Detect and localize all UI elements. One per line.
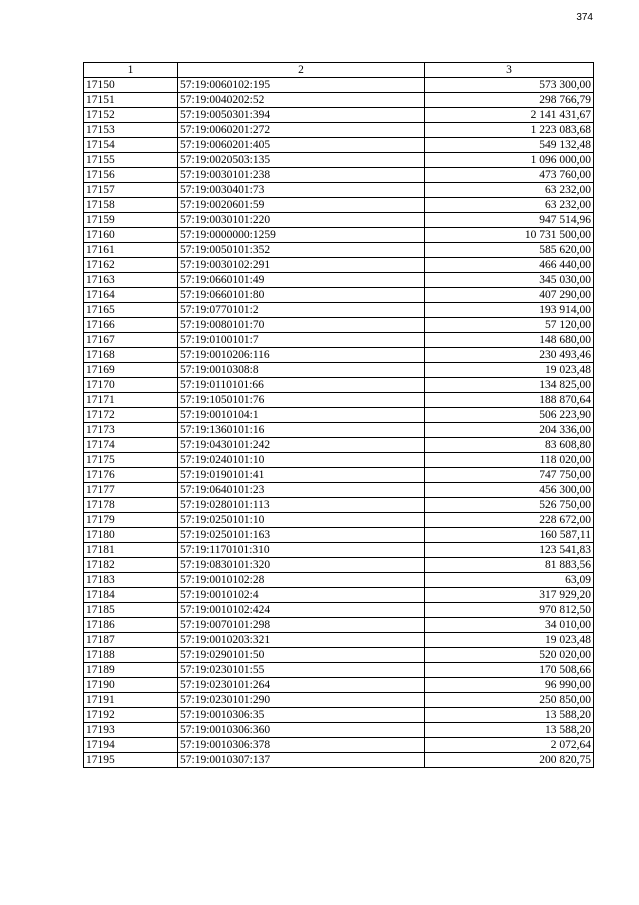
cadastral-value: 200 820,75	[425, 753, 594, 768]
cadastral-number: 57:19:0050301:394	[178, 108, 425, 123]
row-number: 17161	[84, 243, 178, 258]
cadastral-value: 473 760,00	[425, 168, 594, 183]
cadastral-number: 57:19:0430101:242	[178, 438, 425, 453]
row-number: 17157	[84, 183, 178, 198]
table-row	[84, 588, 594, 603]
cadastral-value: 63 232,00	[425, 183, 594, 198]
table-row	[84, 633, 594, 648]
cadastral-value: 549 132,48	[425, 138, 594, 153]
cadastral-number: 57:19:0100101:7	[178, 333, 425, 348]
row-number: 17174	[84, 438, 178, 453]
table-header-row	[84, 63, 594, 78]
cadastral-number: 57:19:0010104:1	[178, 408, 425, 423]
table-row	[84, 243, 594, 258]
cadastral-value: 345 030,00	[425, 273, 594, 288]
cadastral-value: 228 672,00	[425, 513, 594, 528]
table-row	[84, 303, 594, 318]
row-number: 17179	[84, 513, 178, 528]
cadastral-value: 1 096 000,00	[425, 153, 594, 168]
cadastral-value: 520 020,00	[425, 648, 594, 663]
cadastral-value: 57 120,00	[425, 318, 594, 333]
cadastral-number: 57:19:0010102:28	[178, 573, 425, 588]
cadastral-value: 2 072,64	[425, 738, 594, 753]
cadastral-number: 57:19:0010306:35	[178, 708, 425, 723]
cadastral-number: 57:19:0060102:195	[178, 78, 425, 93]
row-number: 17172	[84, 408, 178, 423]
row-number: 17153	[84, 123, 178, 138]
table-row	[84, 423, 594, 438]
row-number: 17170	[84, 378, 178, 393]
cadastral-value: 83 608,80	[425, 438, 594, 453]
table-row	[84, 393, 594, 408]
row-number: 17155	[84, 153, 178, 168]
column-header-3: 3	[425, 63, 594, 78]
table-row	[84, 153, 594, 168]
row-number: 17152	[84, 108, 178, 123]
cadastral-number: 57:19:0660101:49	[178, 273, 425, 288]
cadastral-number: 57:19:0280101:113	[178, 498, 425, 513]
cadastral-value: 170 508,66	[425, 663, 594, 678]
row-number: 17165	[84, 303, 178, 318]
cadastral-number: 57:19:1360101:16	[178, 423, 425, 438]
cadastral-value: 13 588,20	[425, 708, 594, 723]
cadastral-number: 57:19:0640101:23	[178, 483, 425, 498]
cadastral-value: 747 750,00	[425, 468, 594, 483]
cadastral-number: 57:19:0240101:10	[178, 453, 425, 468]
cadastral-number: 57:19:0660101:80	[178, 288, 425, 303]
row-number: 17191	[84, 693, 178, 708]
table-row	[84, 168, 594, 183]
cadastral-number: 57:19:0030102:291	[178, 258, 425, 273]
cadastral-number: 57:19:0010307:137	[178, 753, 425, 768]
cadastral-number: 57:19:0020601:59	[178, 198, 425, 213]
table-row	[84, 333, 594, 348]
cadastral-number: 57:19:0080101:70	[178, 318, 425, 333]
table-row	[84, 273, 594, 288]
table-row	[84, 738, 594, 753]
row-number: 17168	[84, 348, 178, 363]
row-number: 17159	[84, 213, 178, 228]
cadastral-number: 57:19:0250101:10	[178, 513, 425, 528]
cadastral-value: 317 929,20	[425, 588, 594, 603]
cadastral-value: 1 223 083,68	[425, 123, 594, 138]
row-number: 17185	[84, 603, 178, 618]
table-row	[84, 213, 594, 228]
row-number: 17194	[84, 738, 178, 753]
cadastral-number: 57:19:0030101:238	[178, 168, 425, 183]
row-number: 17182	[84, 558, 178, 573]
cadastral-number: 57:19:0770101:2	[178, 303, 425, 318]
cadastral-value: 407 290,00	[425, 288, 594, 303]
row-number: 17195	[84, 753, 178, 768]
cadastral-number: 57:19:0010102:424	[178, 603, 425, 618]
column-header-1: 1	[84, 63, 178, 78]
cadastral-number: 57:19:0230101:55	[178, 663, 425, 678]
table-row	[84, 708, 594, 723]
table-row	[84, 528, 594, 543]
cadastral-value: 298 766,79	[425, 93, 594, 108]
cadastral-value: 34 010,00	[425, 618, 594, 633]
row-number: 17166	[84, 318, 178, 333]
table-row	[84, 648, 594, 663]
cadastral-number: 57:19:0290101:50	[178, 648, 425, 663]
row-number: 17183	[84, 573, 178, 588]
row-number: 17150	[84, 78, 178, 93]
row-number: 17164	[84, 288, 178, 303]
row-number: 17187	[84, 633, 178, 648]
table-row	[84, 93, 594, 108]
table-row	[84, 453, 594, 468]
cadastral-number: 57:19:0030401:73	[178, 183, 425, 198]
row-number: 17167	[84, 333, 178, 348]
table-row	[84, 468, 594, 483]
table-row	[84, 318, 594, 333]
table-row	[84, 258, 594, 273]
table-row	[84, 183, 594, 198]
cadastral-value: 118 020,00	[425, 453, 594, 468]
table-row	[84, 678, 594, 693]
cadastral-value: 506 223,90	[425, 408, 594, 423]
table-row	[84, 513, 594, 528]
row-number: 17177	[84, 483, 178, 498]
row-number: 17188	[84, 648, 178, 663]
column-header-2: 2	[178, 63, 425, 78]
cadastral-number: 57:19:0110101:66	[178, 378, 425, 393]
row-number: 17190	[84, 678, 178, 693]
cadastral-value: 573 300,00	[425, 78, 594, 93]
row-number: 17181	[84, 543, 178, 558]
cadastral-value: 204 336,00	[425, 423, 594, 438]
table-row	[84, 543, 594, 558]
row-number: 17180	[84, 528, 178, 543]
row-number: 17163	[84, 273, 178, 288]
cadastral-number: 57:19:0060201:272	[178, 123, 425, 138]
cadastral-value: 456 300,00	[425, 483, 594, 498]
cadastral-number: 57:19:0830101:320	[178, 558, 425, 573]
table-row	[84, 483, 594, 498]
row-number: 17184	[84, 588, 178, 603]
cadastral-value: 10 731 500,00	[425, 228, 594, 243]
table-row	[84, 693, 594, 708]
cadastral-number: 57:19:0010206:116	[178, 348, 425, 363]
row-number: 17178	[84, 498, 178, 513]
cadastral-number: 57:19:0230101:264	[178, 678, 425, 693]
row-number: 17192	[84, 708, 178, 723]
cadastral-value: 134 825,00	[425, 378, 594, 393]
table-row	[84, 753, 594, 768]
row-number: 17173	[84, 423, 178, 438]
cadastral-number: 57:19:0000000:1259	[178, 228, 425, 243]
cadastral-value: 148 680,00	[425, 333, 594, 348]
cadastral-value: 13 588,20	[425, 723, 594, 738]
row-number: 17151	[84, 93, 178, 108]
cadastral-value: 970 812,50	[425, 603, 594, 618]
table-row	[84, 78, 594, 93]
cadastral-number: 57:19:0040202:52	[178, 93, 425, 108]
table-row	[84, 288, 594, 303]
row-number: 17175	[84, 453, 178, 468]
cadastral-number: 57:19:0010102:4	[178, 588, 425, 603]
table-row	[84, 618, 594, 633]
table-row	[84, 138, 594, 153]
row-number: 17156	[84, 168, 178, 183]
page-number: 374	[576, 12, 593, 23]
cadastral-value: 63 232,00	[425, 198, 594, 213]
cadastral-value: 585 620,00	[425, 243, 594, 258]
cadastral-value: 947 514,96	[425, 213, 594, 228]
row-number: 17171	[84, 393, 178, 408]
cadastral-number: 57:19:0190101:41	[178, 468, 425, 483]
cadastral-value: 2 141 431,67	[425, 108, 594, 123]
cadastral-number: 57:19:0230101:290	[178, 693, 425, 708]
table-row	[84, 438, 594, 453]
cadastral-number: 57:19:0010306:360	[178, 723, 425, 738]
table-body	[84, 78, 594, 768]
table-row	[84, 198, 594, 213]
table-row	[84, 108, 594, 123]
cadastral-number: 57:19:0010306:378	[178, 738, 425, 753]
table-row	[84, 348, 594, 363]
cadastral-value: 81 883,56	[425, 558, 594, 573]
row-number: 17186	[84, 618, 178, 633]
row-number: 17160	[84, 228, 178, 243]
cadastral-number: 57:19:0250101:163	[178, 528, 425, 543]
table-row	[84, 378, 594, 393]
cadastral-number: 57:19:0020503:135	[178, 153, 425, 168]
cadastral-value: 230 493,46	[425, 348, 594, 363]
cadastral-value: 466 440,00	[425, 258, 594, 273]
row-number: 17158	[84, 198, 178, 213]
cadastral-value: 526 750,00	[425, 498, 594, 513]
cadastral-value: 96 990,00	[425, 678, 594, 693]
table-row	[84, 408, 594, 423]
table-row	[84, 663, 594, 678]
table-row	[84, 123, 594, 138]
cadastral-value: 123 541,83	[425, 543, 594, 558]
cadastral-value-table	[83, 62, 594, 768]
table-row	[84, 603, 594, 618]
table-row	[84, 228, 594, 243]
cadastral-number: 57:19:0070101:298	[178, 618, 425, 633]
table-row	[84, 558, 594, 573]
cadastral-value: 188 870,64	[425, 393, 594, 408]
table-row	[84, 723, 594, 738]
cadastral-value: 193 914,00	[425, 303, 594, 318]
cadastral-number: 57:19:0010308:8	[178, 363, 425, 378]
cadastral-number: 57:19:1050101:76	[178, 393, 425, 408]
cadastral-value: 160 587,11	[425, 528, 594, 543]
table-row	[84, 573, 594, 588]
row-number: 17189	[84, 663, 178, 678]
cadastral-value: 19 023,48	[425, 363, 594, 378]
row-number: 17176	[84, 468, 178, 483]
row-number: 17169	[84, 363, 178, 378]
table-row	[84, 363, 594, 378]
row-number: 17162	[84, 258, 178, 273]
cadastral-value: 19 023,48	[425, 633, 594, 648]
row-number: 17154	[84, 138, 178, 153]
cadastral-number: 57:19:0050101:352	[178, 243, 425, 258]
table-row	[84, 498, 594, 513]
cadastral-number: 57:19:0010203:321	[178, 633, 425, 648]
row-number: 17193	[84, 723, 178, 738]
cadastral-value: 250 850,00	[425, 693, 594, 708]
cadastral-number: 57:19:1170101:310	[178, 543, 425, 558]
cadastral-value: 63,09	[425, 573, 594, 588]
cadastral-number: 57:19:0030101:220	[178, 213, 425, 228]
cadastral-number: 57:19:0060201:405	[178, 138, 425, 153]
